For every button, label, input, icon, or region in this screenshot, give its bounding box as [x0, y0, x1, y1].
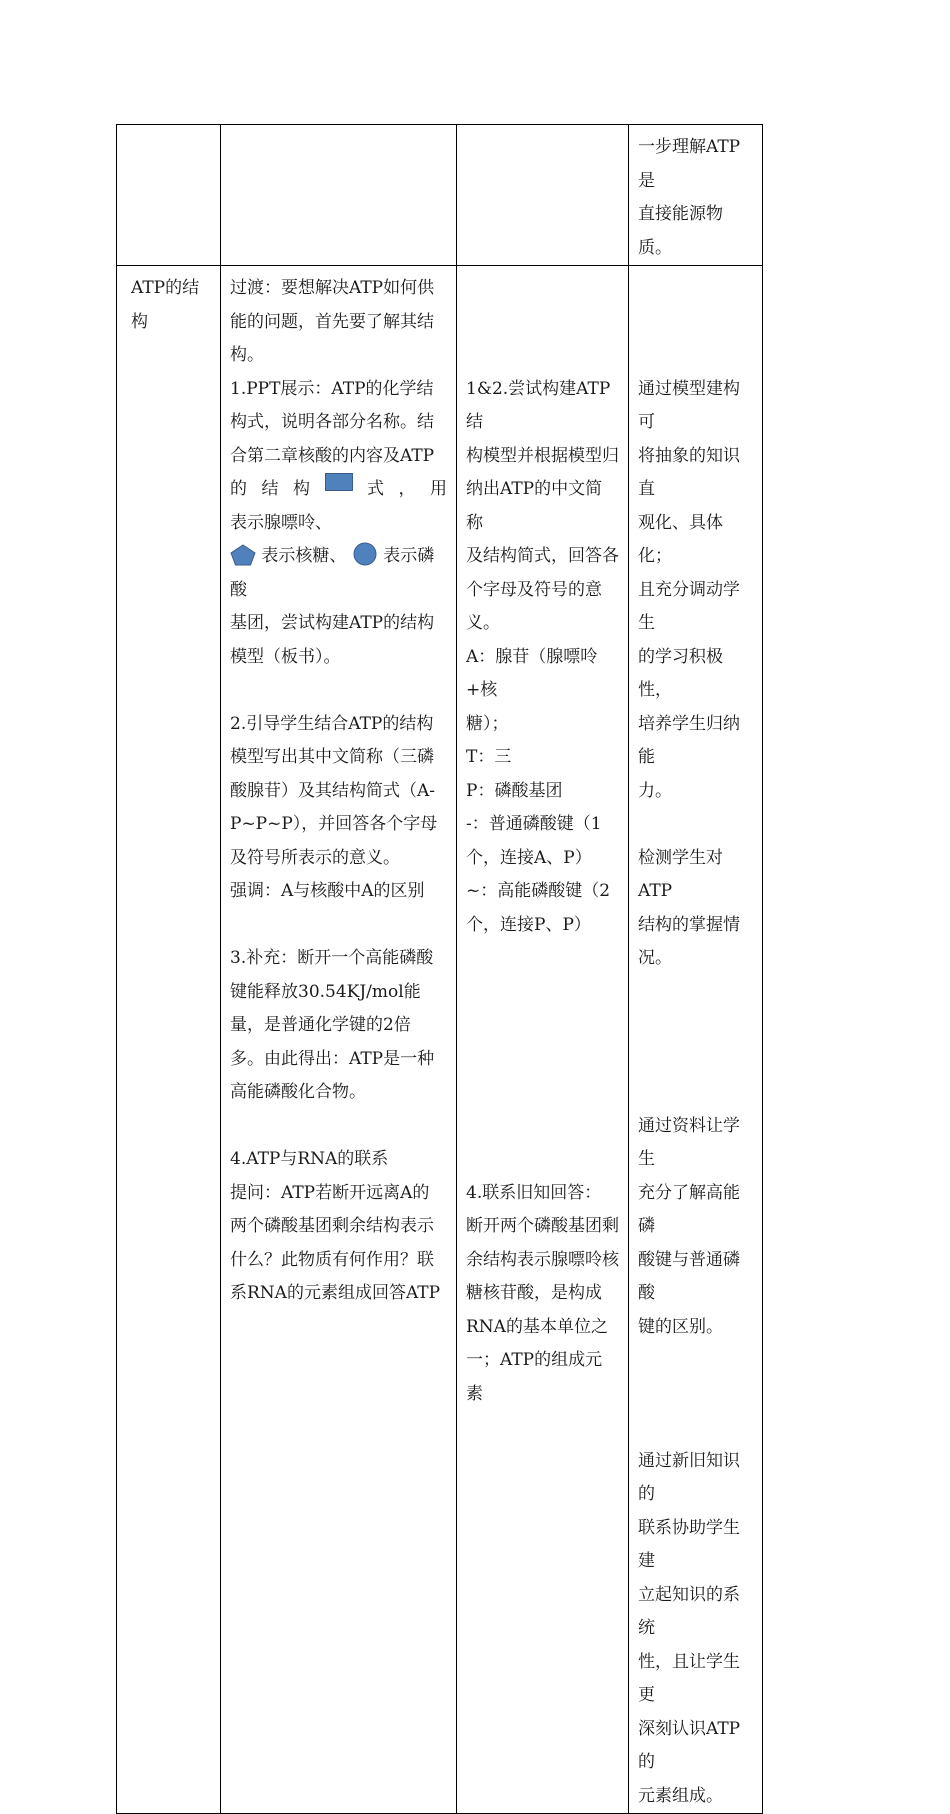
text-line: 直接能源物质。 [638, 204, 723, 258]
transition-line: 构。 [230, 345, 264, 365]
cell-design-intent [629, 266, 763, 1814]
spacer [638, 1411, 753, 1445]
cell-empty-topic [117, 125, 221, 266]
spacer [638, 272, 753, 306]
transition-line: 过渡：要想解决ATP如何供 [230, 278, 435, 298]
student-line: 义。 [466, 613, 500, 633]
spacer [638, 1009, 753, 1043]
student-line: 4.联系旧知回答： [466, 1182, 602, 1203]
spacer [638, 808, 753, 842]
step4-line: 提问：ATP若断开远离A的 [230, 1182, 430, 1203]
intent-line: 通过新旧知识的 [638, 1450, 740, 1504]
cell-topic [117, 266, 221, 1814]
student-line: 余结构表示腺嘌呤核 [466, 1249, 619, 1270]
spacer [466, 272, 619, 306]
student-line: 个，连接A、P） [466, 847, 592, 868]
step2-line: 酸腺苷）及其结构简式（A- [230, 780, 436, 801]
student-line: 个，连接P、P） [466, 914, 591, 935]
step3-line: 高能磷酸化合物。 [230, 1082, 366, 1102]
student-line: 构模型并根据模型归 [466, 445, 619, 466]
intent-line: 深刻认识ATP的 [638, 1718, 741, 1772]
step2-line: 及符号所表示的意义。 [230, 847, 400, 868]
step1-line: 基团，尝试构建ATP的结构 [230, 613, 435, 633]
intent-line: 力。 [638, 780, 672, 801]
student-line: -：普通磷酸键（1 [466, 814, 602, 834]
cell-empty-student [457, 125, 629, 266]
cell-intent-continuation [629, 125, 763, 266]
spacer [638, 306, 753, 340]
spacer [466, 339, 619, 373]
table-row-atp-structure [117, 266, 763, 1814]
step3-line: 量，是普通化学键的2倍 [230, 1015, 411, 1035]
lesson-plan-table [116, 124, 763, 1814]
intent-line: 键的区别。 [638, 1316, 723, 1337]
student-line: ~：高能磷酸键（2 [466, 881, 611, 901]
intent-line: 检测学生对ATP [638, 847, 723, 901]
step2-line: P~P~P），并回答各个字母 [230, 814, 438, 834]
transition-line: 能的问题，首先要了解其结 [230, 311, 434, 332]
spacer [466, 1043, 619, 1077]
intent-line: 的学习积极性， [638, 646, 723, 700]
student-line: 糖核苷酸，是构成 [466, 1283, 602, 1303]
spacer [466, 942, 619, 976]
step1-shapes-line [230, 540, 447, 607]
intent-line: 元素组成。 [638, 1785, 723, 1806]
intent-line: 培养学生归纳能 [638, 713, 740, 767]
text-fragment: 结 [261, 479, 279, 499]
intent-line: 观化、具体化； [638, 512, 723, 566]
intent-line: 将抽象的知识直 [638, 445, 740, 499]
spacer [230, 1110, 447, 1144]
student-line: P：磷酸基团 [466, 780, 563, 801]
table-row-continuation [117, 125, 763, 266]
spacer [638, 1378, 753, 1412]
student-line: RNA的基本单位之 [466, 1316, 608, 1337]
step1-line: 模型（板书）。 [230, 646, 341, 667]
student-line: 断开两个磷酸基团剩 [466, 1216, 619, 1236]
blue-circle-icon [352, 542, 378, 566]
spacer [230, 909, 447, 943]
text-fragment: 用 [430, 479, 447, 499]
step2-line: 强调：A与核酸中A的区别 [230, 881, 425, 901]
intent-line: 立起知识的系统 [638, 1584, 740, 1638]
spacer [638, 339, 753, 373]
step4-line: 两个磷酸基团剩余结构表示 [230, 1216, 434, 1236]
student-line: 个字母及符号的意 [466, 579, 602, 600]
spacer [466, 306, 619, 340]
spacer [230, 674, 447, 708]
step1-adenine-line: 表示腺嘌呤、 [230, 512, 332, 533]
text-fragment: 表示磷酸 [230, 546, 435, 600]
intent-line: 通过资料让学生 [638, 1115, 740, 1169]
spacer [466, 1143, 619, 1177]
step3-line: 3.补充：断开一个高能磷酸 [230, 948, 434, 968]
cell-teacher-activity [221, 266, 457, 1814]
student-line: 一；ATP的组成元素 [466, 1350, 603, 1404]
step1-structure-line [230, 473, 447, 507]
step4-line: 什么？此物质有何作用？联 [230, 1249, 434, 1270]
student-line: A：腺苷（腺嘌呤+核 [466, 646, 598, 700]
spacer [466, 1009, 619, 1043]
text-fragment: 表示核糖、 [261, 546, 347, 566]
spacer [638, 1043, 753, 1077]
cell-student-activity [457, 266, 629, 1814]
text-fragment: 的 [230, 479, 247, 499]
student-line: 糖）； [466, 713, 509, 734]
intent-line: 充分了解高能磷 [638, 1182, 740, 1236]
blue-pentagon-icon [230, 544, 256, 566]
step2-line: 2.引导学生结合ATP的结构 [230, 713, 434, 734]
spacer [466, 1076, 619, 1110]
intent-line: 且充分调动学生 [638, 579, 740, 633]
text-line: 一步理解ATP是 [638, 137, 741, 191]
intent-line: 结构的掌握情 [638, 914, 740, 935]
step4-line: 系RNA的元素组成回答ATP [230, 1283, 441, 1303]
step1-line: 构式，说明各部分名称。结 [230, 412, 434, 432]
spacer [466, 1110, 619, 1144]
text-fragment: 式 [367, 479, 384, 499]
cell-empty-teacher [221, 125, 457, 266]
step3-line: 键能释放30.54KJ/mol能 [230, 981, 421, 1002]
intent-line: 况。 [638, 948, 672, 968]
student-line: T：三 [466, 747, 512, 767]
intent-line: 联系协助学生建 [638, 1517, 740, 1571]
step1-line: 1.PPT展示：ATP的化学结 [230, 378, 434, 399]
student-line: 及结构简式，回答各 [466, 546, 619, 566]
intent-line: 酸键与普通磷酸 [638, 1249, 740, 1303]
blue-rectangle-icon [325, 473, 353, 491]
step1-line: 合第二章核酸的内容及ATP [230, 445, 435, 466]
step3-line: 多。由此得出：ATP是一种 [230, 1048, 435, 1069]
spacer [466, 976, 619, 1010]
step2-line: 模型写出其中文简称（三磷 [230, 747, 434, 767]
spacer [638, 976, 753, 1010]
intent-line: 通过模型建构可 [638, 378, 740, 432]
student-line: 1&2.尝试构建ATP结 [466, 378, 611, 432]
text-fragment: 构 [293, 479, 310, 499]
step4-line: 4.ATP与RNA的联系 [230, 1149, 389, 1169]
spacer [638, 1076, 753, 1110]
topic-label: ATP的结构 [131, 278, 200, 332]
student-line: 纳出ATP的中文简称 [466, 479, 603, 533]
intent-line: 性，且让学生更 [638, 1651, 740, 1705]
spacer [638, 1344, 753, 1378]
text-fragment: ， [398, 479, 416, 499]
